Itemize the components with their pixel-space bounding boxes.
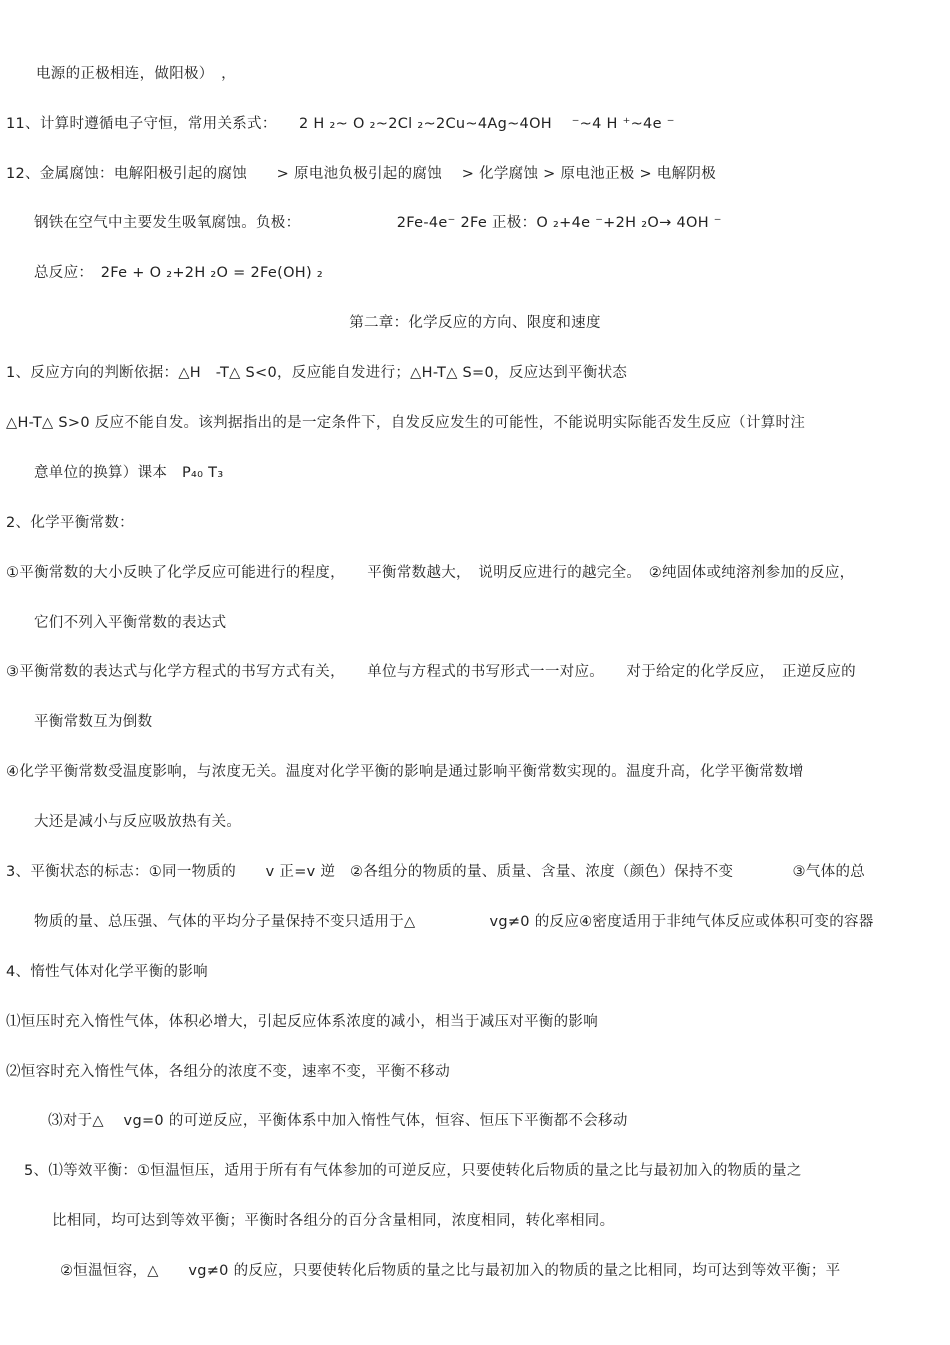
text-line: 3、平衡状态的标志：①同一物质的 v 正=v 逆 ②各组分的物质的量、质量、含量、浓度（颜色）保持不变 ③气体的总 [6,864,866,880]
text-line: ⑴恒压时充入惰性气体，体积必增大，引起反应体系浓度的减小，相当于减压对平衡的影响 [6,1014,598,1030]
text-line: 1、反应方向的判断依据：△H -T△ S<0，反应能自发进行；△H-T△ S=0，反应达到平衡状态 [6,365,628,381]
text-line: 钢铁在空气中主要发生吸氧腐蚀。负极： 2Fe-4e⁻ 2Fe 正极：O ₂+4e ⁻+2H ₂O→ 4OH ⁻ [34,215,722,231]
text-line: 它们不列入平衡常数的表达式 [34,615,227,631]
chapter-title: 第二章：化学反应的方向、限度和速度 [349,315,601,331]
text-line: 比相同，均可达到等效平衡；平衡时各组分的百分含量相同，浓度相同，转化率相同。 [52,1213,615,1229]
text-line: 11、计算时遵循电子守恒，常用关系式： 2 H ₂~ O ₂~2Cl ₂~2Cu~4Ag~4OH ⁻~4 H ⁺~4e ⁻ [6,116,675,132]
text-line: 2、化学平衡常数： [6,515,134,531]
text-line: △H-T△ S>0 反应不能自发。该判据指出的是一定条件下，自发反应发生的可能性，不能说明实际能否发生反应（计算时注 [6,415,806,431]
text-line: ①平衡常数的大小反映了化学反应可能进行的程度， 平衡常数越大， 说明反应进行的越完全。 ②纯固体或纯溶剂参加的反应， [6,565,855,581]
text-line: ②恒温恒容，△ vg≠0 的反应，只要使转化后物质的量之比与最初加入的物质的量之比相同，均可达到等效平衡；平 [60,1263,841,1279]
text-line: 平衡常数互为倒数 [34,714,153,730]
text-line: 4、惰性气体对化学平衡的影响 [6,964,208,980]
text-line: 5、⑴等效平衡：①恒温恒压，适用于所有有气体参加的可逆反应，只要使转化后物质的量之比与最初加入的物质的量之 [24,1163,802,1179]
text-line: ④化学平衡常数受温度影响，与浓度无关。温度对化学平衡的影响是通过影响平衡常数实现的。温度升高，化学平衡常数增 [6,764,804,780]
text-line: ⑶对于△ vg=0 的可逆反应，平衡体系中加入惰性气体，恒容、恒压下平衡都不会移动 [48,1113,628,1129]
text-line: 意单位的换算）课本 P₄₀ T₃ [34,465,224,481]
text-line: 电源的正极相连，做阳极） ， [36,66,236,82]
text-line: 物质的量、总压强、气体的平均分子量保持不变只适用于△ vg≠0 的反应④密度适用于非纯气体反应或体积可变的容器 [34,914,874,930]
text-line: 总反应： 2Fe + O ₂+2H ₂O = 2Fe(OH) ₂ [34,265,323,281]
text-line: ③平衡常数的表达式与化学方程式的书写方式有关， 单位与方程式的书写形式一一对应。 对于给定的化学反应， 正逆反应的 [6,664,856,680]
text-line: 大还是减小与反应吸放热有关。 [34,814,242,830]
text-line: ⑵恒容时充入惰性气体，各组分的浓度不变，速率不变，平衡不移动 [6,1064,450,1080]
text-line: 12、金属腐蚀：电解阳极引起的腐蚀 > 原电池负极引起的腐蚀 > 化学腐蚀 > 原电池正极 > 电解阴极 [6,166,717,182]
